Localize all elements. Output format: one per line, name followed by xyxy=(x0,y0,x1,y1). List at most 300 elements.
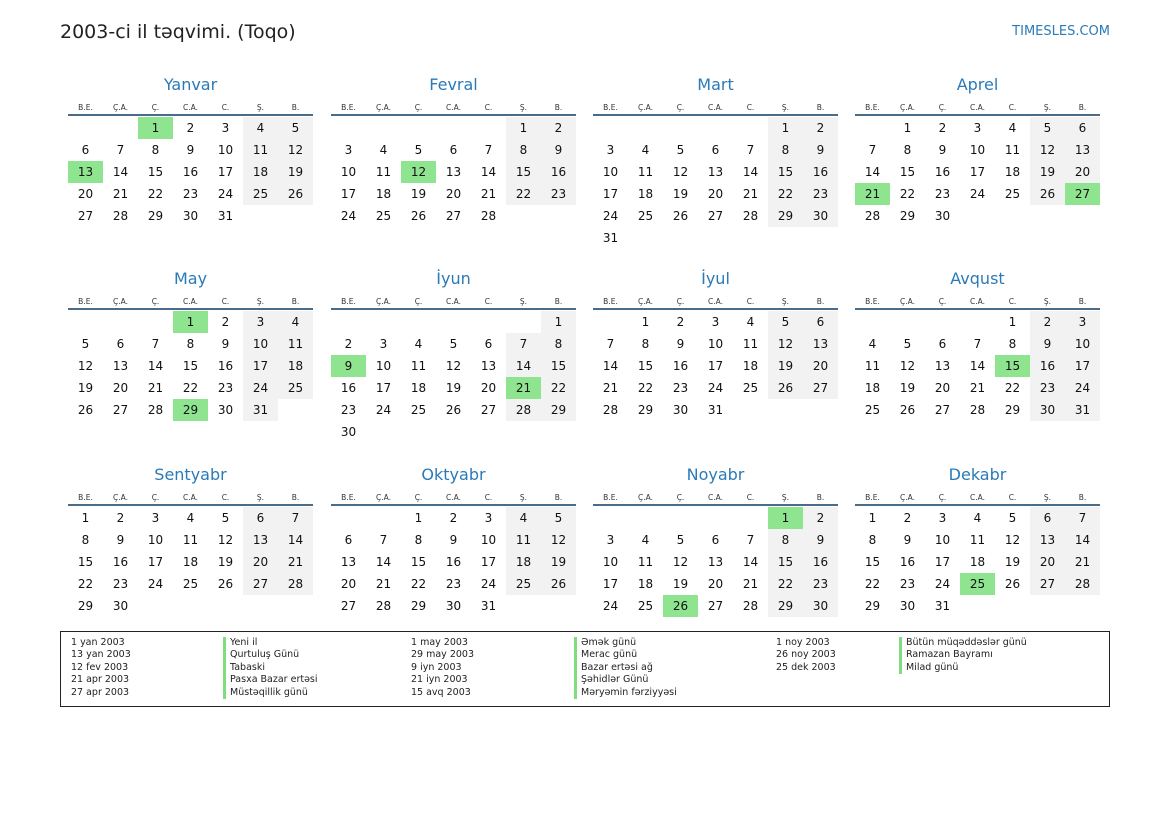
day-cell: 1 xyxy=(1008,315,1017,329)
day-cell: 19 xyxy=(672,187,689,201)
weekday-label: B.E. xyxy=(78,103,93,112)
day-cell: 11 xyxy=(243,139,278,161)
day-cell: 21 xyxy=(1065,551,1100,573)
weekday-label: B.E. xyxy=(341,103,356,112)
day-cell: 10 xyxy=(217,143,234,157)
day-cell: 25 xyxy=(278,377,313,399)
month-name: Dekabr xyxy=(948,465,1007,484)
day-cell: 12 xyxy=(899,359,916,373)
legend-entry: 27 apr 2003 xyxy=(71,686,130,698)
day-cell: 10 xyxy=(147,533,164,547)
day-cell: 11 xyxy=(410,359,427,373)
day-cell: 14 xyxy=(375,555,392,569)
day-cell: 4 xyxy=(868,337,877,351)
day-cell: 26 xyxy=(77,403,94,417)
day-cell: 6 xyxy=(1065,117,1100,139)
empty-cell xyxy=(103,311,138,333)
weekday-header xyxy=(855,293,1100,310)
legend-entry: 29 may 2003 xyxy=(411,649,475,661)
day-cell: 30 xyxy=(1030,399,1065,421)
legend-entry: 9 iyn 2003 xyxy=(411,661,462,673)
empty-cell xyxy=(103,117,138,139)
day-cell: 30 xyxy=(445,599,462,613)
month-name: Aprel xyxy=(956,75,999,94)
day-cell: 6 xyxy=(711,533,720,547)
day-cell: 15 xyxy=(899,165,916,179)
legend-entry: Pasxa Bazar ertəsi xyxy=(223,674,318,686)
day-cell: 25 xyxy=(742,381,759,395)
day-grid xyxy=(855,117,1100,227)
day-cell: 13 xyxy=(445,165,462,179)
day-cell: 27 xyxy=(445,209,462,223)
day-cell: 3 xyxy=(606,143,615,157)
weekday-header xyxy=(331,293,576,310)
weekday-label: Ç.A. xyxy=(112,493,128,502)
holiday-day: 1 xyxy=(173,311,208,333)
day-cell: 12 xyxy=(217,533,234,547)
day-cell: 8 xyxy=(414,533,423,547)
day-cell: 20 xyxy=(1030,551,1065,573)
day-cell: 1 xyxy=(868,511,877,525)
day-cell: 26 xyxy=(541,573,576,595)
weekday-label: Ç. xyxy=(676,103,685,112)
empty-cell xyxy=(925,311,960,333)
day-cell: 19 xyxy=(899,381,916,395)
empty-cell xyxy=(733,117,768,139)
empty-cell xyxy=(890,311,925,333)
day-cell: 28 xyxy=(1065,573,1100,595)
legend-entry: Əmək günü xyxy=(574,637,677,649)
legend-dates-col1 xyxy=(71,637,131,699)
weekday-label: B. xyxy=(554,493,563,502)
day-cell: 30 xyxy=(217,403,234,417)
day-grid xyxy=(593,507,838,617)
day-cell: 18 xyxy=(742,359,759,373)
day-cell: 10 xyxy=(340,165,357,179)
day-cell: 20 xyxy=(243,551,278,573)
day-cell: 2 xyxy=(116,511,125,525)
day-cell: 2 xyxy=(221,315,230,329)
day-cell: 29 xyxy=(147,209,164,223)
weekday-label: B. xyxy=(554,297,563,306)
day-cell: 12 xyxy=(445,359,462,373)
day-cell: 24 xyxy=(375,403,392,417)
day-cell: 7 xyxy=(1065,507,1100,529)
weekday-label: C. xyxy=(484,297,493,306)
holiday-day: 1 xyxy=(138,117,173,139)
holiday-day: 21 xyxy=(855,183,890,205)
day-cell: 17 xyxy=(147,555,164,569)
day-cell: 27 xyxy=(934,403,951,417)
day-cell: 25 xyxy=(506,573,541,595)
day-cell: 6 xyxy=(344,533,353,547)
day-cell: 20 xyxy=(445,187,462,201)
day-cell: 16 xyxy=(672,359,689,373)
month-name: Mart xyxy=(697,75,734,94)
day-cell: 19 xyxy=(672,577,689,591)
day-cell: 8 xyxy=(186,337,195,351)
day-cell: 28 xyxy=(506,399,541,421)
holiday-day: 13 xyxy=(68,161,103,183)
legend-entry: 21 iyn 2003 xyxy=(411,674,468,686)
day-cell: 7 xyxy=(973,337,982,351)
day-cell: 1 xyxy=(641,315,650,329)
empty-cell xyxy=(401,117,436,139)
empty-cell xyxy=(855,311,890,333)
empty-cell xyxy=(593,117,628,139)
day-cell: 15 xyxy=(410,555,427,569)
day-cell: 18 xyxy=(969,555,986,569)
day-cell: 23 xyxy=(445,577,462,591)
day-cell: 26 xyxy=(1004,577,1021,591)
day-cell: 10 xyxy=(1065,333,1100,355)
day-cell: 14 xyxy=(742,555,759,569)
day-cell: 24 xyxy=(480,577,497,591)
weekday-label: Ş. xyxy=(519,103,528,112)
day-cell: 8 xyxy=(151,143,160,157)
day-cell: 6 xyxy=(803,311,838,333)
month-name: Oktyabr xyxy=(421,465,486,484)
legend-names-col2 xyxy=(574,637,677,699)
weekday-label: B. xyxy=(1078,297,1087,306)
day-cell: 8 xyxy=(641,337,650,351)
day-cell: 28 xyxy=(969,403,986,417)
day-cell: 11 xyxy=(637,165,654,179)
day-cell: 12 xyxy=(768,333,803,355)
weekday-label: B. xyxy=(291,103,300,112)
day-cell: 31 xyxy=(602,231,619,245)
day-cell: 19 xyxy=(1004,555,1021,569)
day-cell: 23 xyxy=(541,183,576,205)
day-cell: 25 xyxy=(864,403,881,417)
weekday-label: Ç. xyxy=(151,103,160,112)
day-cell: 14 xyxy=(480,165,497,179)
day-cell: 23 xyxy=(112,577,129,591)
day-cell: 7 xyxy=(606,337,615,351)
weekday-label: B.E. xyxy=(865,493,880,502)
day-cell: 12 xyxy=(278,139,313,161)
month-calendar xyxy=(855,269,1100,421)
legend-entry: Bazar ertəsi ağ xyxy=(574,662,677,674)
day-cell: 12 xyxy=(541,529,576,551)
month-name: İyun xyxy=(436,269,471,288)
weekday-label: C. xyxy=(484,493,493,502)
month-name: İyul xyxy=(701,269,730,288)
day-cell: 1 xyxy=(414,511,423,525)
day-cell: 14 xyxy=(602,359,619,373)
weekday-label: C.A. xyxy=(445,297,461,306)
weekday-label: Ç.A. xyxy=(899,297,915,306)
empty-cell xyxy=(331,507,366,529)
day-cell: 20 xyxy=(480,381,497,395)
weekday-label: C.A. xyxy=(969,297,985,306)
empty-cell xyxy=(436,311,471,333)
day-cell: 23 xyxy=(803,573,838,595)
empty-cell xyxy=(733,507,768,529)
holiday-legend xyxy=(60,631,1110,707)
day-cell: 8 xyxy=(541,333,576,355)
day-cell: 1 xyxy=(506,117,541,139)
day-cell: 13 xyxy=(934,359,951,373)
legend-entry: Tabaski xyxy=(223,662,318,674)
empty-cell xyxy=(366,311,401,333)
day-cell: 8 xyxy=(506,139,541,161)
day-cell: 27 xyxy=(707,599,724,613)
weekday-label: B.E. xyxy=(341,297,356,306)
day-cell: 15 xyxy=(182,359,199,373)
day-cell: 6 xyxy=(711,143,720,157)
day-cell: 19 xyxy=(445,381,462,395)
day-cell: 1 xyxy=(903,121,912,135)
day-cell: 7 xyxy=(116,143,125,157)
weekday-label: C.A. xyxy=(707,297,723,306)
empty-cell xyxy=(506,311,541,333)
day-grid xyxy=(593,117,838,249)
day-cell: 22 xyxy=(899,187,916,201)
day-cell: 4 xyxy=(641,143,650,157)
day-cell: 23 xyxy=(1030,377,1065,399)
day-cell: 27 xyxy=(707,209,724,223)
day-cell: 6 xyxy=(1030,507,1065,529)
day-cell: 9 xyxy=(803,139,838,161)
day-cell: 28 xyxy=(742,209,759,223)
day-cell: 31 xyxy=(217,209,234,223)
weekday-label: B.E. xyxy=(603,493,618,502)
day-cell: 26 xyxy=(278,183,313,205)
weekday-label: B. xyxy=(1078,103,1087,112)
day-cell: 26 xyxy=(672,209,689,223)
legend-entry: 1 noy 2003 xyxy=(776,637,830,648)
day-cell: 19 xyxy=(278,161,313,183)
day-cell: 28 xyxy=(602,403,619,417)
day-cell: 7 xyxy=(746,143,755,157)
day-cell: 10 xyxy=(602,555,619,569)
weekday-header xyxy=(593,293,838,310)
month-calendar xyxy=(593,269,838,421)
weekday-label: B. xyxy=(291,297,300,306)
day-cell: 8 xyxy=(768,139,803,161)
legend-entry: Müstəqillik günü xyxy=(223,687,318,699)
legend-entry: Qurtuluş Günü xyxy=(223,649,318,661)
month-calendar xyxy=(855,465,1100,617)
day-cell: 25 xyxy=(637,599,654,613)
day-cell: 26 xyxy=(768,377,803,399)
day-cell: 29 xyxy=(637,403,654,417)
day-cell: 20 xyxy=(707,577,724,591)
day-cell: 27 xyxy=(480,403,497,417)
day-cell: 12 xyxy=(672,165,689,179)
day-cell: 3 xyxy=(151,511,160,525)
day-cell: 23 xyxy=(672,381,689,395)
day-cell: 30 xyxy=(899,599,916,613)
month-name: Noyabr xyxy=(686,465,745,484)
day-cell: 5 xyxy=(81,337,90,351)
day-cell: 3 xyxy=(379,337,388,351)
day-cell: 24 xyxy=(707,381,724,395)
day-grid xyxy=(331,311,576,443)
day-cell: 24 xyxy=(934,577,951,591)
day-cell: 26 xyxy=(410,209,427,223)
day-cell: 14 xyxy=(112,165,129,179)
site-link[interactable]: TIMESLES.COM xyxy=(1012,24,1110,39)
holiday-day: 25 xyxy=(960,573,995,595)
weekday-label: C.A. xyxy=(445,103,461,112)
day-cell: 16 xyxy=(340,381,357,395)
weekday-label: Ç.A. xyxy=(637,297,653,306)
day-cell: 9 xyxy=(449,533,458,547)
day-cell: 23 xyxy=(340,403,357,417)
day-cell: 16 xyxy=(803,161,838,183)
weekday-label: Ş. xyxy=(1043,297,1052,306)
day-cell: 19 xyxy=(217,555,234,569)
day-cell: 16 xyxy=(934,165,951,179)
day-cell: 18 xyxy=(243,161,278,183)
day-cell: 3 xyxy=(711,315,720,329)
day-cell: 29 xyxy=(899,209,916,223)
day-cell: 21 xyxy=(278,551,313,573)
day-cell: 20 xyxy=(707,187,724,201)
day-cell: 22 xyxy=(768,573,803,595)
day-cell: 30 xyxy=(803,205,838,227)
day-cell: 10 xyxy=(969,143,986,157)
day-cell: 5 xyxy=(676,533,685,547)
weekday-label: Ş. xyxy=(519,493,528,502)
legend-entry: 25 dek 2003 xyxy=(776,661,836,673)
day-cell: 5 xyxy=(1030,117,1065,139)
day-cell: 15 xyxy=(637,359,654,373)
day-cell: 22 xyxy=(541,377,576,399)
month-calendar xyxy=(593,75,838,249)
weekday-label: C.A. xyxy=(182,297,198,306)
day-cell: 20 xyxy=(1065,161,1100,183)
weekday-label: Ç.A. xyxy=(899,493,915,502)
day-cell: 18 xyxy=(506,551,541,573)
day-cell: 5 xyxy=(1008,511,1017,525)
weekday-label: B.E. xyxy=(865,103,880,112)
day-cell: 29 xyxy=(77,599,94,613)
day-cell: 24 xyxy=(340,209,357,223)
day-cell: 22 xyxy=(637,381,654,395)
day-cell: 15 xyxy=(147,165,164,179)
day-cell: 13 xyxy=(112,359,129,373)
day-cell: 7 xyxy=(868,143,877,157)
day-cell: 27 xyxy=(1030,573,1065,595)
weekday-header xyxy=(68,293,313,310)
day-cell: 14 xyxy=(506,355,541,377)
day-cell: 13 xyxy=(1065,139,1100,161)
weekday-label: Ç. xyxy=(414,493,423,502)
day-cell: 27 xyxy=(803,377,838,399)
day-cell: 24 xyxy=(969,187,986,201)
weekday-label: B.E. xyxy=(341,493,356,502)
month-name: Yanvar xyxy=(163,75,218,94)
day-cell: 6 xyxy=(243,507,278,529)
weekday-label: C. xyxy=(746,297,755,306)
day-cell: 18 xyxy=(375,187,392,201)
day-cell: 9 xyxy=(541,139,576,161)
day-cell: 28 xyxy=(742,599,759,613)
day-cell: 22 xyxy=(77,577,94,591)
weekday-label: Ş. xyxy=(256,297,265,306)
day-cell: 11 xyxy=(637,555,654,569)
empty-cell xyxy=(366,507,401,529)
holiday-day: 1 xyxy=(768,507,803,529)
day-cell: 28 xyxy=(112,209,129,223)
day-cell: 19 xyxy=(541,551,576,573)
legend-entry: 26 noy 2003 xyxy=(776,649,836,661)
weekday-label: C. xyxy=(1008,297,1017,306)
day-cell: 2 xyxy=(676,315,685,329)
legend-entry: 21 apr 2003 xyxy=(71,674,130,686)
empty-cell xyxy=(138,311,173,333)
empty-cell xyxy=(436,117,471,139)
day-cell: 16 xyxy=(541,161,576,183)
day-cell: 1 xyxy=(81,511,90,525)
weekday-label: B.E. xyxy=(78,493,93,502)
day-cell: 8 xyxy=(1008,337,1017,351)
day-cell: 4 xyxy=(414,337,423,351)
day-cell: 28 xyxy=(147,403,164,417)
day-cell: 10 xyxy=(480,533,497,547)
weekday-label: C.A. xyxy=(707,103,723,112)
day-cell: 14 xyxy=(742,165,759,179)
weekday-label: Ş. xyxy=(1043,103,1052,112)
day-cell: 22 xyxy=(410,577,427,591)
day-cell: 8 xyxy=(868,533,877,547)
day-cell: 3 xyxy=(484,511,493,525)
day-cell: 23 xyxy=(182,187,199,201)
day-cell: 4 xyxy=(278,311,313,333)
day-cell: 28 xyxy=(864,209,881,223)
day-cell: 15 xyxy=(768,161,803,183)
weekday-label: Ç.A. xyxy=(375,493,391,502)
day-cell: 18 xyxy=(410,381,427,395)
weekday-header xyxy=(68,99,313,116)
day-cell: 11 xyxy=(278,333,313,355)
weekday-label: C. xyxy=(1008,103,1017,112)
day-cell: 29 xyxy=(768,595,803,617)
weekday-header xyxy=(331,489,576,506)
holiday-day: 21 xyxy=(506,377,541,399)
day-cell: 9 xyxy=(1030,333,1065,355)
weekday-label: C.A. xyxy=(969,103,985,112)
empty-cell xyxy=(471,117,506,139)
day-cell: 9 xyxy=(903,533,912,547)
day-cell: 15 xyxy=(541,355,576,377)
weekday-label: Ç. xyxy=(676,493,685,502)
empty-cell xyxy=(401,311,436,333)
day-cell: 24 xyxy=(602,209,619,223)
legend-entry: Yeni il xyxy=(223,637,318,649)
legend-names-col1 xyxy=(223,637,318,699)
day-cell: 5 xyxy=(414,143,423,157)
day-cell: 3 xyxy=(973,121,982,135)
day-cell: 12 xyxy=(1004,533,1021,547)
day-cell: 20 xyxy=(803,355,838,377)
holiday-day: 9 xyxy=(331,355,366,377)
day-cell: 2 xyxy=(541,117,576,139)
day-cell: 12 xyxy=(672,555,689,569)
day-cell: 2 xyxy=(938,121,947,135)
day-cell: 17 xyxy=(707,359,724,373)
weekday-label: Ç. xyxy=(938,297,947,306)
day-cell: 9 xyxy=(676,337,685,351)
day-cell: 19 xyxy=(1030,161,1065,183)
legend-names-col3 xyxy=(899,637,1027,674)
day-cell: 9 xyxy=(803,529,838,551)
day-cell: 18 xyxy=(637,577,654,591)
weekday-header xyxy=(855,489,1100,506)
